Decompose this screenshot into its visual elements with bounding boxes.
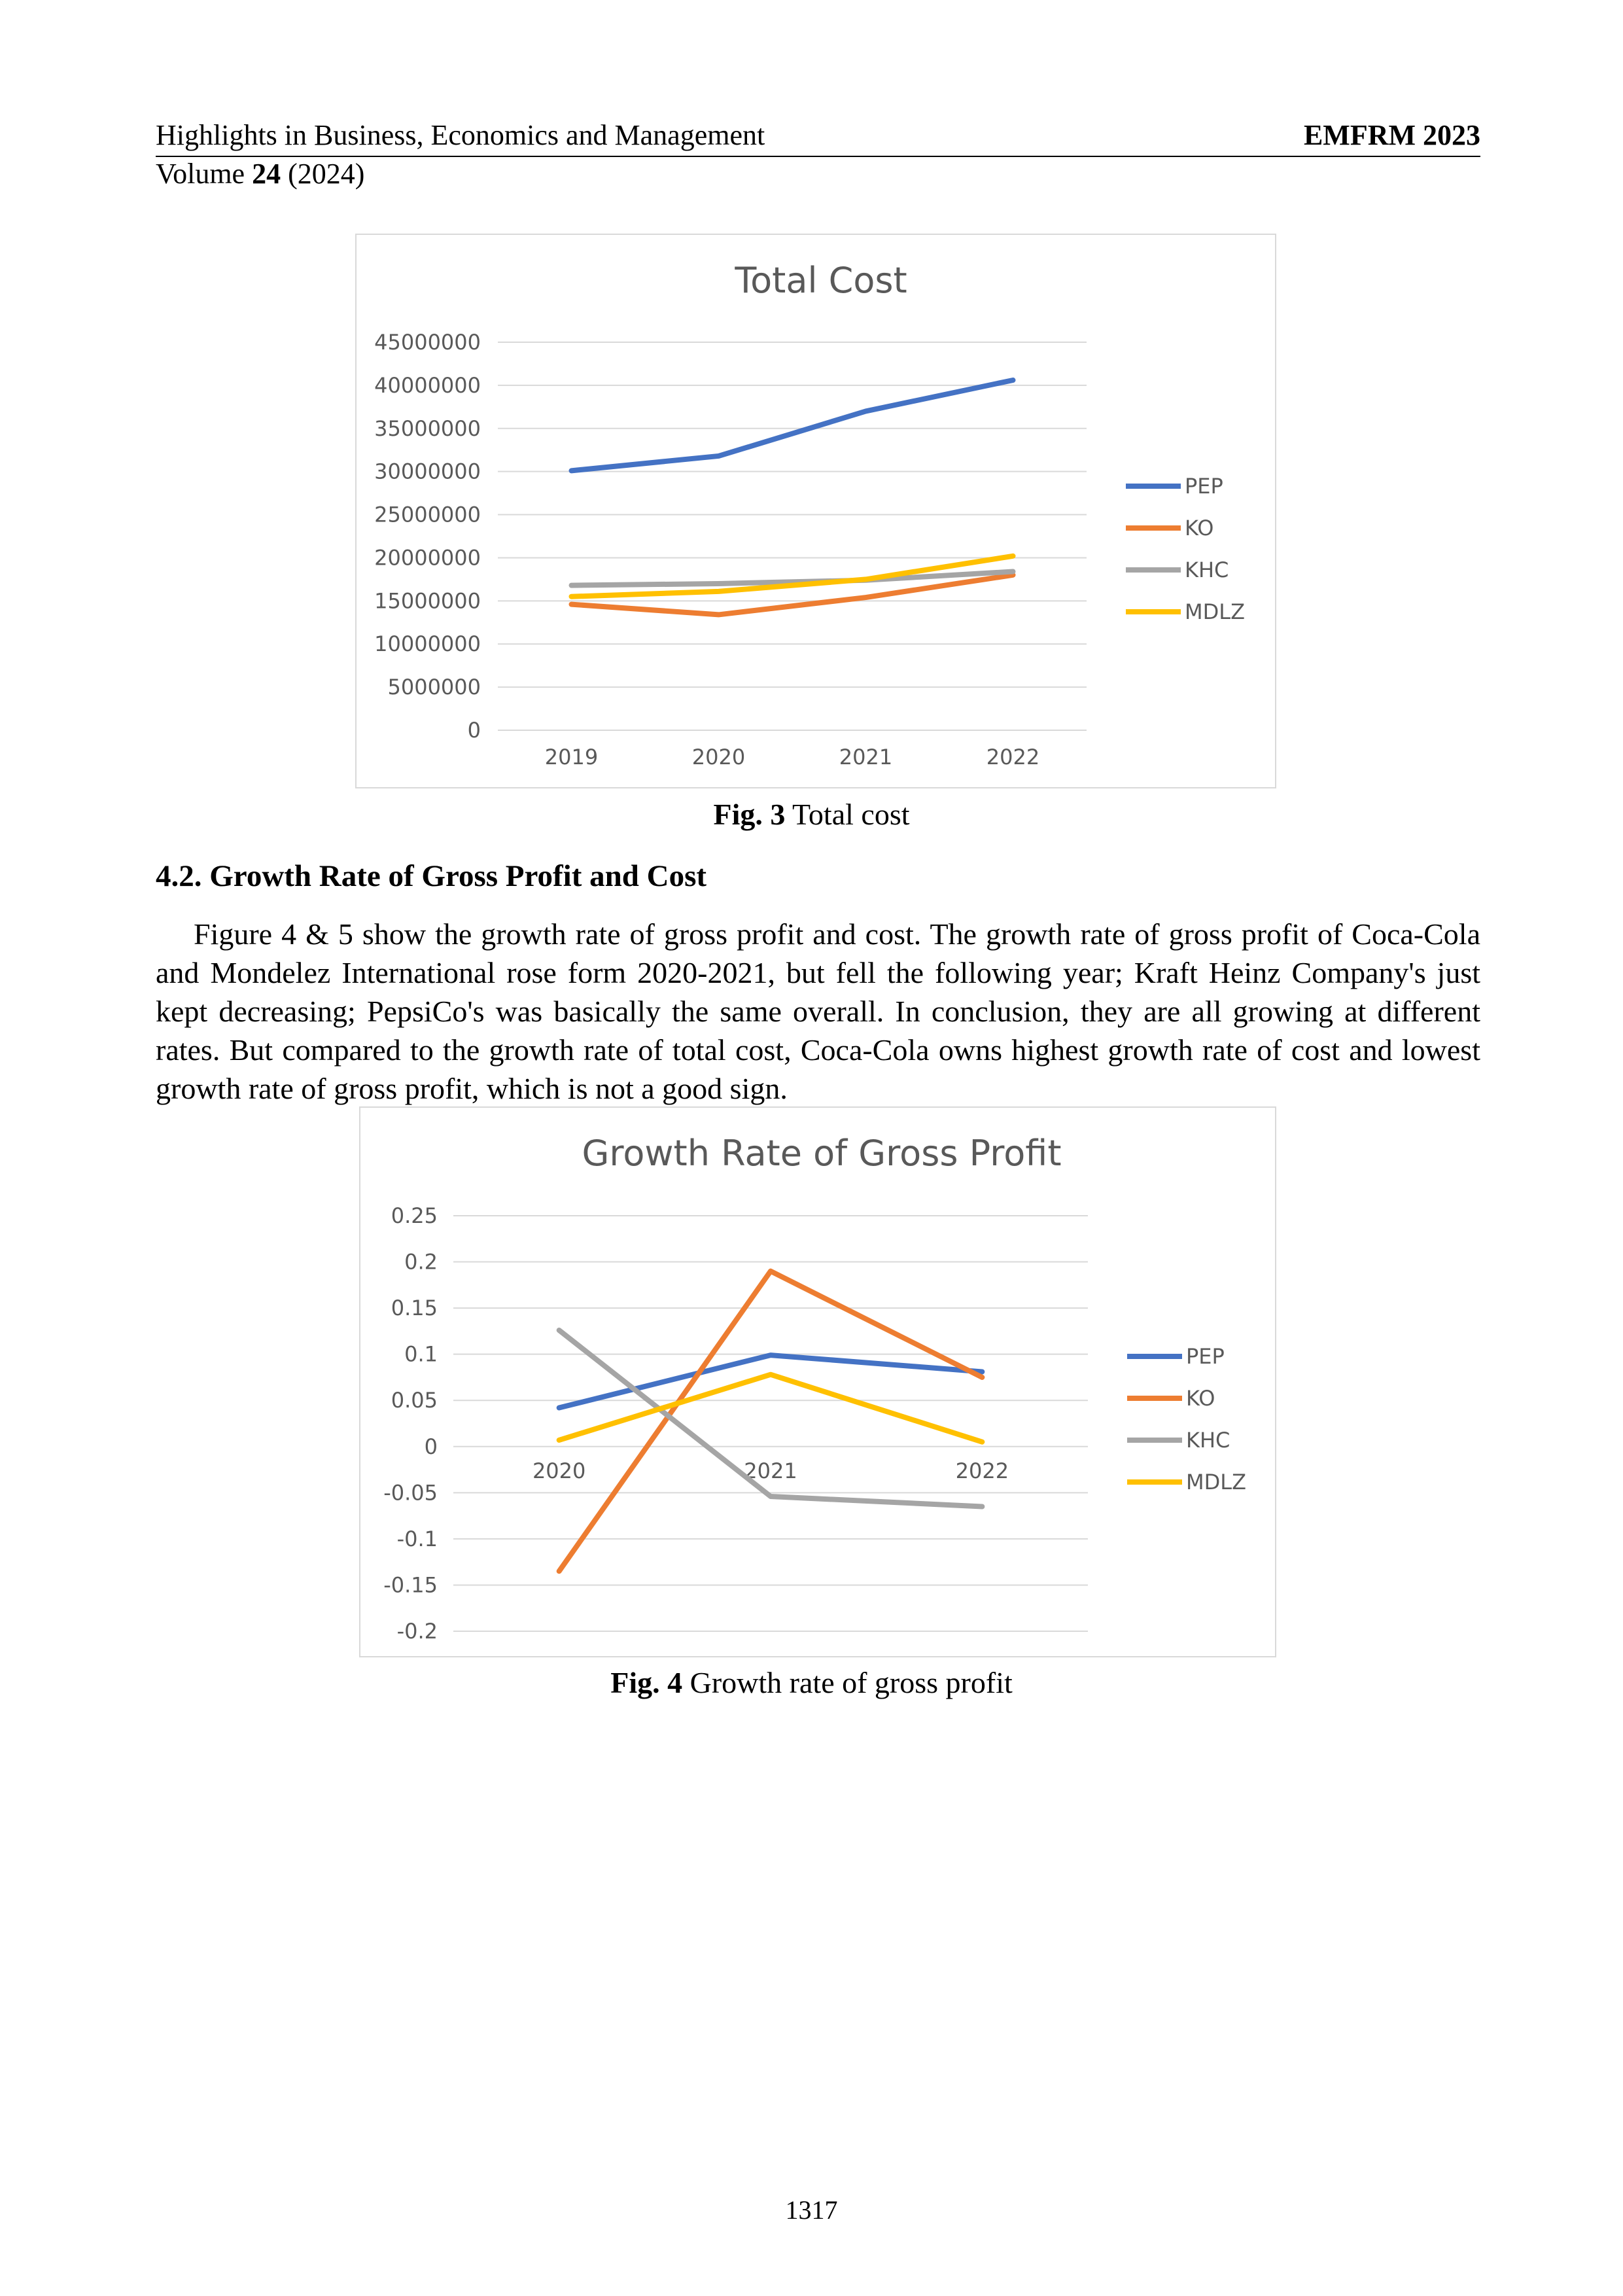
series-line-mdlz — [559, 1375, 983, 1442]
figure-4-caption — [0, 1665, 1623, 1700]
y-tick-label: -0.1 — [396, 1526, 438, 1551]
x-tick-label: 2022 — [955, 1458, 1009, 1483]
figure-4-label: Fig. 4 — [610, 1666, 683, 1699]
y-tick-label: -0.15 — [383, 1572, 438, 1598]
y-tick-label: 45000000 — [374, 330, 481, 355]
legend-label-mdlz: MDLZ — [1185, 599, 1245, 624]
legend-label-pep: PEP — [1185, 474, 1223, 499]
y-tick-label: 15000000 — [374, 588, 481, 614]
volume-year: (2024) — [288, 158, 365, 190]
figure-3-caption — [0, 797, 1623, 832]
y-tick-label: -0.2 — [396, 1619, 438, 1644]
x-tick-label: 2019 — [544, 745, 599, 769]
volume-line — [156, 157, 364, 190]
legend-label-khc: KHC — [1185, 557, 1229, 582]
y-tick-label: -0.05 — [383, 1480, 438, 1506]
legend-label-mdlz: MDLZ — [1186, 1470, 1246, 1494]
y-tick-label: 0 — [467, 718, 481, 743]
x-tick-label: 2020 — [691, 745, 746, 769]
growth-rate-chart — [359, 1106, 1276, 1657]
volume-label: Volume — [156, 158, 245, 190]
legend-label-ko: KO — [1186, 1386, 1215, 1411]
volume-number: 24 — [252, 158, 281, 190]
conference-name: EMFRM 2023 — [1303, 119, 1480, 151]
running-header — [156, 118, 1480, 157]
y-tick-label: 0 — [424, 1434, 438, 1459]
page-number: 1317 — [785, 2195, 838, 2225]
y-tick-label: 20000000 — [374, 545, 481, 571]
y-tick-label: 0.2 — [404, 1249, 438, 1275]
section-heading: 4.2. Growth Rate of Gross Profit and Cost — [156, 859, 707, 893]
growth-rate-chart-svg — [360, 1108, 1275, 1656]
y-tick-label: 10000000 — [374, 631, 481, 657]
journal-name: Highlights in Business, Economics and Management — [156, 119, 765, 151]
x-tick-label: 2022 — [986, 745, 1040, 769]
chart-title: Total Cost — [735, 260, 907, 301]
figure-3-text: Total cost — [792, 798, 910, 831]
x-tick-label: 2021 — [839, 745, 893, 769]
figure-3-label: Fig. 3 — [713, 798, 786, 831]
y-tick-label: 25000000 — [374, 502, 481, 527]
x-tick-label: 2021 — [744, 1458, 797, 1483]
y-tick-label: 0.1 — [404, 1341, 438, 1367]
y-tick-label: 5000000 — [387, 675, 481, 700]
y-tick-label: 0.15 — [391, 1296, 438, 1321]
figure-4-text: Growth rate of gross profit — [689, 1666, 1013, 1699]
y-tick-label: 0.25 — [391, 1203, 438, 1228]
y-tick-label: 30000000 — [374, 459, 481, 484]
y-tick-label: 0.05 — [391, 1388, 438, 1413]
legend-label-ko: KO — [1185, 516, 1214, 540]
legend-label-pep: PEP — [1186, 1344, 1225, 1369]
x-tick-label: 2020 — [532, 1458, 586, 1483]
series-line-pep — [572, 380, 1013, 470]
chart-title: Growth Rate of Gross Profit — [582, 1133, 1062, 1174]
y-tick-label: 40000000 — [374, 372, 481, 398]
y-tick-label: 35000000 — [374, 415, 481, 441]
total-cost-chart-svg — [357, 235, 1275, 787]
total-cost-chart — [355, 234, 1276, 788]
section-paragraph: Figure 4 & 5 show the growth rate of gross profit and cost. The growth rate of gross profit of Coca-Cola and Mondelez International rose form 2020-2021, but fell the following year; Kraft Heinz Company's just kept decreasing; PepsiCo's was basically the same overall. In conclusion, they are all growing at different rates. But compared to the growth rate of total cost, Coca-Cola owns highest growth rate of cost and lowest growth rate of gross profit, which is not a good sign. — [156, 917, 1480, 1105]
legend-label-khc: KHC — [1186, 1428, 1230, 1453]
